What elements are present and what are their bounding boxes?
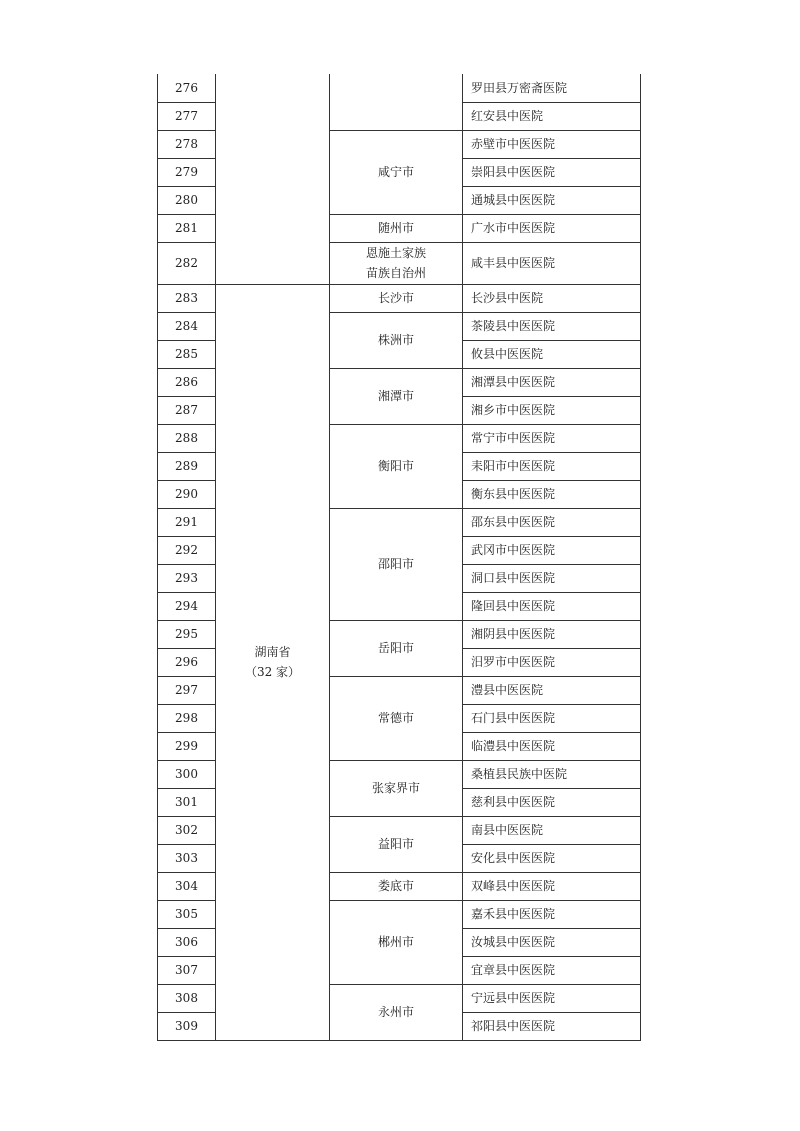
city-cell: 娄底市 bbox=[330, 872, 463, 900]
hospital-name: 石门县中医医院 bbox=[463, 704, 641, 732]
row-number: 298 bbox=[158, 704, 216, 732]
row-number: 305 bbox=[158, 900, 216, 928]
hospital-name: 红安县中医院 bbox=[463, 102, 641, 130]
hospital-name: 汨罗市中医医院 bbox=[463, 648, 641, 676]
city-cell: 咸宁市 bbox=[330, 130, 463, 214]
row-number: 303 bbox=[158, 844, 216, 872]
row-number: 285 bbox=[158, 340, 216, 368]
city-cell: 湘潭市 bbox=[330, 368, 463, 424]
row-number: 297 bbox=[158, 676, 216, 704]
province-count: （32 家） bbox=[244, 665, 301, 679]
row-number: 296 bbox=[158, 648, 216, 676]
hospital-name: 澧县中医医院 bbox=[463, 676, 641, 704]
table-row bbox=[158, 74, 641, 102]
row-number: 283 bbox=[158, 284, 216, 312]
row-number: 309 bbox=[158, 1012, 216, 1040]
hospital-name: 赤壁市中医医院 bbox=[463, 130, 641, 158]
row-number: 304 bbox=[158, 872, 216, 900]
hospital-name: 武冈市中医医院 bbox=[463, 536, 641, 564]
row-number: 299 bbox=[158, 732, 216, 760]
province-cell bbox=[216, 74, 330, 284]
hospital-name: 祁阳县中医医院 bbox=[463, 1012, 641, 1040]
row-number: 287 bbox=[158, 396, 216, 424]
row-number: 293 bbox=[158, 564, 216, 592]
hospital-name: 宁远县中医医院 bbox=[463, 984, 641, 1012]
row-number: 301 bbox=[158, 788, 216, 816]
row-number: 291 bbox=[158, 508, 216, 536]
hospital-name: 汝城县中医医院 bbox=[463, 928, 641, 956]
hospital-name: 攸县中医医院 bbox=[463, 340, 641, 368]
province-cell bbox=[216, 284, 330, 1040]
hospital-name: 桑植县民族中医院 bbox=[463, 760, 641, 788]
hospital-name: 通城县中医医院 bbox=[463, 186, 641, 214]
row-number: 292 bbox=[158, 536, 216, 564]
city-cell: 岳阳市 bbox=[330, 620, 463, 676]
hospital-name: 双峰县中医医院 bbox=[463, 872, 641, 900]
hospital-name: 湘潭县中医医院 bbox=[463, 368, 641, 396]
city-cell: 常德市 bbox=[330, 676, 463, 760]
city-cell: 长沙市 bbox=[330, 284, 463, 312]
row-number: 281 bbox=[158, 214, 216, 242]
hospital-name: 洞口县中医医院 bbox=[463, 564, 641, 592]
hospital-name: 茶陵县中医医院 bbox=[463, 312, 641, 340]
hospital-name: 南县中医医院 bbox=[463, 816, 641, 844]
row-number: 277 bbox=[158, 102, 216, 130]
city-cell: 郴州市 bbox=[330, 900, 463, 984]
row-number: 306 bbox=[158, 928, 216, 956]
hospital-name: 咸丰县中医医院 bbox=[463, 242, 641, 284]
province-name: 湖南省 bbox=[254, 645, 291, 659]
row-number: 284 bbox=[158, 312, 216, 340]
row-number: 280 bbox=[158, 186, 216, 214]
hospital-name: 隆回县中医医院 bbox=[463, 592, 641, 620]
hospital-name: 衡东县中医医院 bbox=[463, 480, 641, 508]
row-number: 278 bbox=[158, 130, 216, 158]
table-row bbox=[158, 284, 641, 312]
city-cell: 张家界市 bbox=[330, 760, 463, 816]
hospital-name: 临澧县中医医院 bbox=[463, 732, 641, 760]
row-number: 282 bbox=[158, 242, 216, 284]
city-name-line-2: 苗族自治州 bbox=[365, 266, 426, 280]
row-number: 279 bbox=[158, 158, 216, 186]
row-number: 302 bbox=[158, 816, 216, 844]
row-number: 307 bbox=[158, 956, 216, 984]
row-number: 288 bbox=[158, 424, 216, 452]
hospital-name: 崇阳县中医医院 bbox=[463, 158, 641, 186]
hospital-name: 耒阳市中医医院 bbox=[463, 452, 641, 480]
city-cell: 株洲市 bbox=[330, 312, 463, 368]
hospital-name: 安化县中医医院 bbox=[463, 844, 641, 872]
city-cell bbox=[330, 74, 463, 130]
city-name-line-1: 恩施土家族 bbox=[365, 246, 426, 260]
hospital-name: 湘阴县中医医院 bbox=[463, 620, 641, 648]
row-number: 294 bbox=[158, 592, 216, 620]
city-cell: 永州市 bbox=[330, 984, 463, 1040]
city-cell bbox=[330, 242, 463, 284]
row-number: 286 bbox=[158, 368, 216, 396]
hospital-name: 长沙县中医院 bbox=[463, 284, 641, 312]
row-number: 289 bbox=[158, 452, 216, 480]
row-number: 276 bbox=[158, 74, 216, 102]
city-cell: 衡阳市 bbox=[330, 424, 463, 508]
hospital-name: 常宁市中医医院 bbox=[463, 424, 641, 452]
city-cell: 邵阳市 bbox=[330, 508, 463, 620]
city-cell: 随州市 bbox=[330, 214, 463, 242]
row-number: 290 bbox=[158, 480, 216, 508]
hospital-name: 嘉禾县中医医院 bbox=[463, 900, 641, 928]
row-number: 295 bbox=[158, 620, 216, 648]
hospital-list-table bbox=[157, 74, 641, 1041]
row-number: 300 bbox=[158, 760, 216, 788]
hospital-name: 湘乡市中医医院 bbox=[463, 396, 641, 424]
hospital-name: 邵东县中医医院 bbox=[463, 508, 641, 536]
hospital-name: 广水市中医医院 bbox=[463, 214, 641, 242]
hospital-name: 宜章县中医医院 bbox=[463, 956, 641, 984]
row-number: 308 bbox=[158, 984, 216, 1012]
city-cell: 益阳市 bbox=[330, 816, 463, 872]
hospital-name: 慈利县中医医院 bbox=[463, 788, 641, 816]
hospital-name: 罗田县万密斋医院 bbox=[463, 74, 641, 102]
